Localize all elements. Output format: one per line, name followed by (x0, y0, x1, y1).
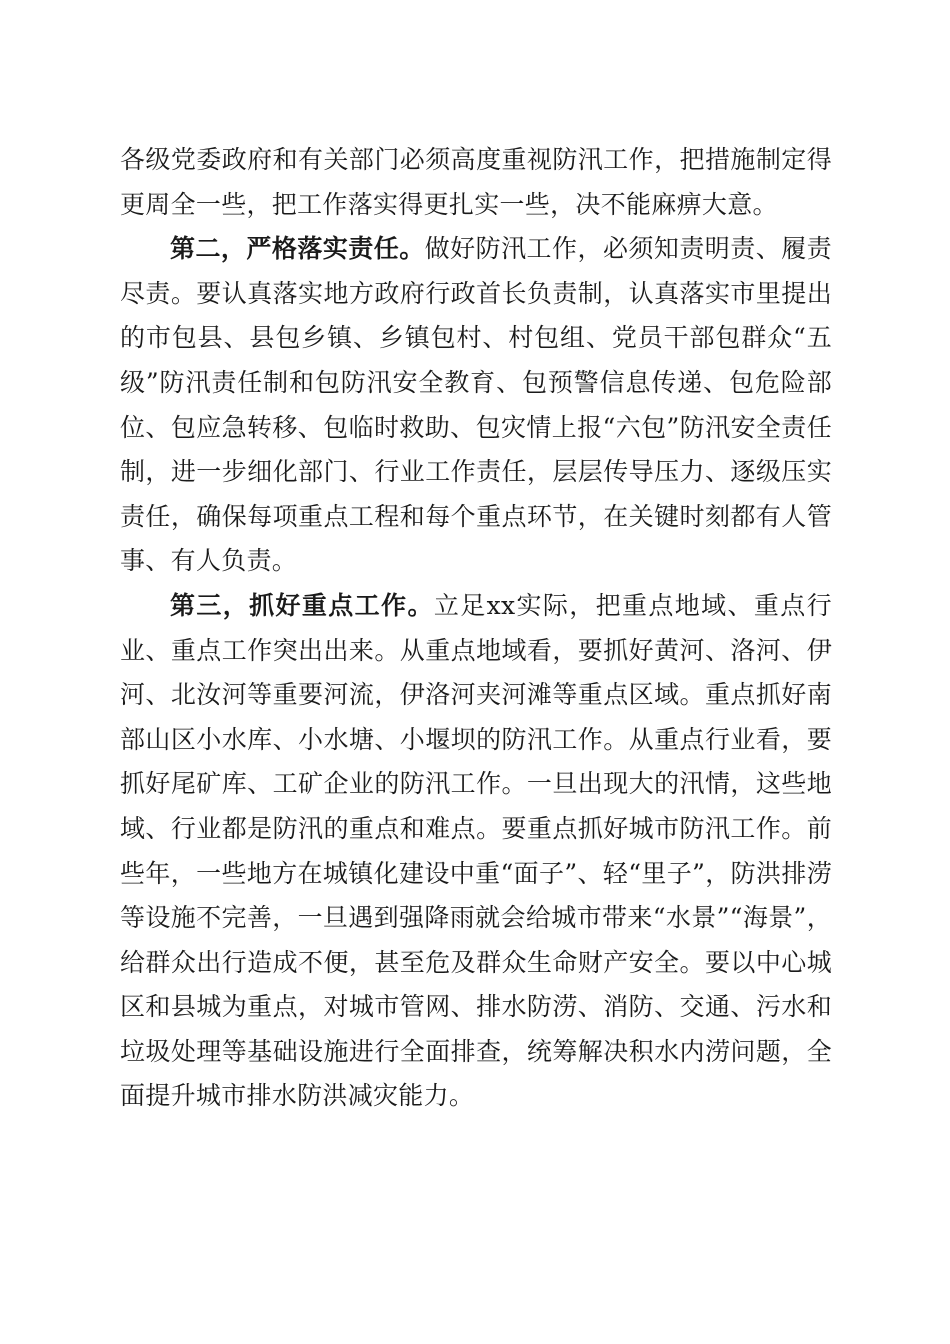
paragraph-3-heading: 第三，抓好重点工作。 (170, 590, 434, 620)
paragraph-2-text: 做好防汛工作，必须知责明责、履责尽责。要认真落实地方政府行政首长负责制，认真落实市里提出的市包县、县包乡镇、乡镇包村、村包组、党员干部包群众“五级”防汛责任制和包防汛安全教育、包预警信息传递、包危险部位、包应急转移、包临时救助、包灾情上报“六包”防汛安全责任制，进一步细化部门、行业工作责任，层层传导压力、逐级压实责任，确保每项重点工程和每个重点环节，在关键时刻都有人管事、有人负责。 (120, 234, 832, 576)
document-body (120, 138, 832, 1119)
paragraph-2 (120, 227, 832, 584)
paragraph-3 (120, 584, 832, 1119)
paragraph-1 (120, 138, 832, 227)
paragraph-2-heading: 第二，严格落实责任。 (170, 234, 425, 264)
paragraph-3-text: 立足xx实际，把重点地域、重点行业、重点工作突出出来。从重点地域看，要抓好黄河、洛河、伊河、北汝河等重要河流，伊洛河夹河滩等重点区域。重点抓好南部山区小水库、小水塘、小堰坝的防汛工作。从重点行业看，要抓好尾矿库、工矿企业的防汛工作。一旦出现大的汛情，这些地域、行业都是防汛的重点和难点。要重点抓好城市防汛工作。前些年，一些地方在城镇化建设中重“面子”、轻“里子”，防洪排涝等设施不完善，一旦遇到强降雨就会给城市带来“水景”“海景”，给群众出行造成不便，甚至危及群众生命财产安全。要以中心城区和县城为重点，对城市管网、排水防涝、消防、交通、污水和垃圾处理等基础设施进行全面排查，统筹解决积水内涝问题，全面提升城市排水防洪减灾能力。 (120, 590, 833, 1111)
paragraph-1-text: 各级党委政府和有关部门必须高度重视防汛工作，把措施制定得更周全一些，把工作落实得更扎实一些，决不能麻痹大意。 (120, 145, 832, 219)
